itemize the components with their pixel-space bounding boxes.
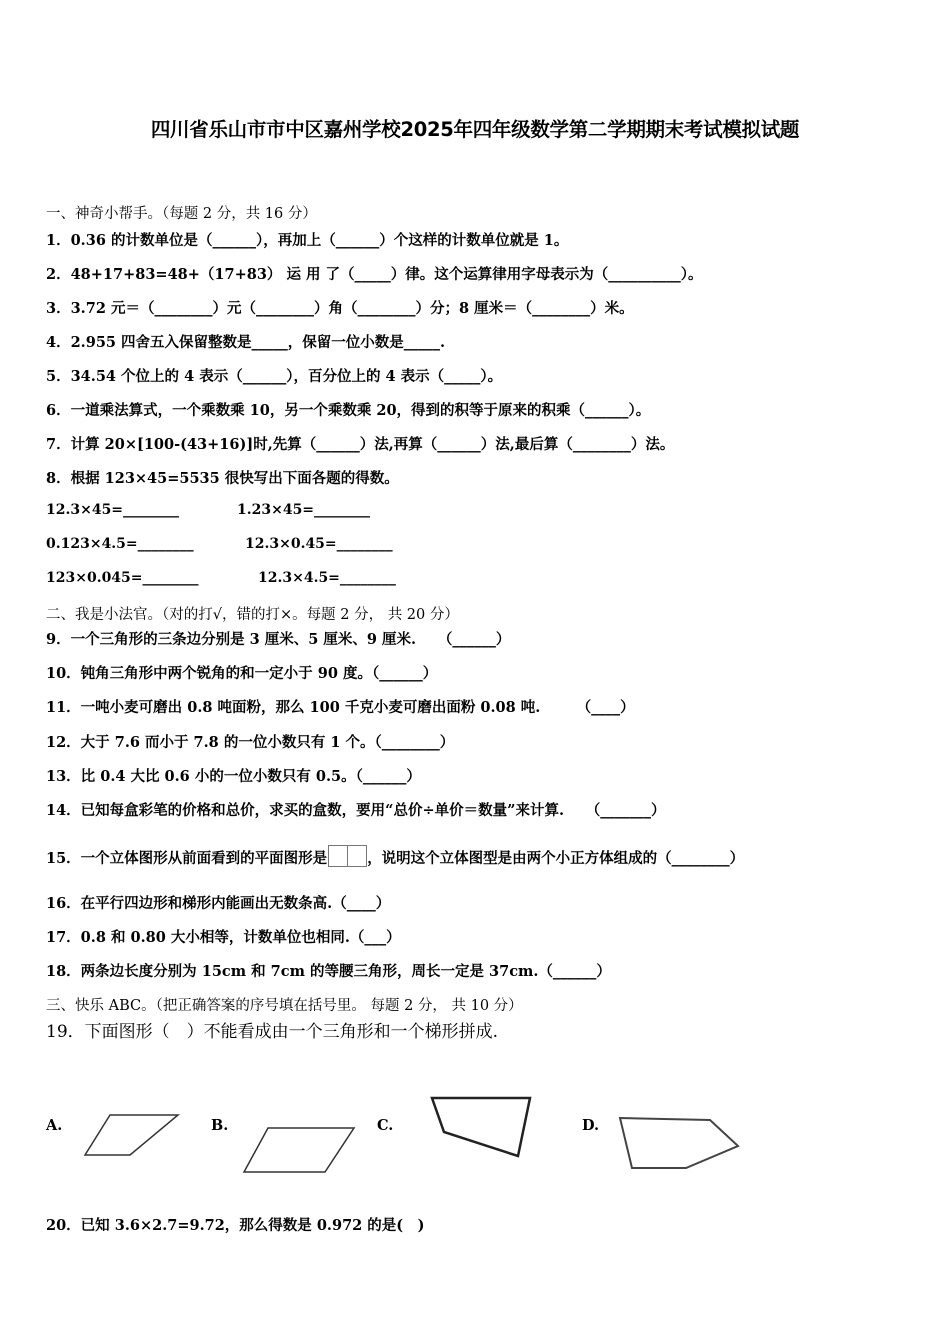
option-a-parallelogram xyxy=(80,1110,182,1160)
question-15 xyxy=(46,845,744,868)
option-c-quadrilateral xyxy=(426,1094,536,1162)
calc-item: 12.3×45=________ xyxy=(46,502,180,518)
option-a-label: A. xyxy=(46,1117,63,1134)
option-d-label: D. xyxy=(582,1117,600,1134)
question-12: 12．大于 7.6 而小于 7.8 的一位小数只有 1 个。（________） xyxy=(46,734,455,751)
question-16: 16．在平行四边形和梯形内能画出无数条高.（____） xyxy=(46,895,391,912)
question-9: 9．一个三角形的三条边分别是 3 厘米、5 厘米、9 厘米. （______） xyxy=(46,631,511,648)
question-14: 14．已知每盒彩笔的价格和总价，求买的盒数，要用“总价÷单价＝数量”来计算. （_______） xyxy=(46,802,666,819)
question-10: 10．钝角三角形中两个锐角的和一定小于 90 度。（______） xyxy=(46,665,438,682)
page-title: 四川省乐山市市中区嘉州学校2025年四年级数学第二学期期末考试模拟试题 xyxy=(150,118,800,141)
question-17: 17．0.8 和 0.80 大小相等，计数单位也相同.（___） xyxy=(46,929,401,946)
question-18: 18．两条边长度分别为 15cm 和 7cm 的等腰三角形，周长一定是 37cm.（______） xyxy=(46,963,611,980)
section-3-heading: 三、快乐 ABC。（把正确答案的序号填在括号里。 每题 2 分， 共 10 分） xyxy=(46,998,523,1014)
calc-item: 1.23×45=________ xyxy=(237,502,371,518)
question-4: 4．2.955 四舍五入保留整数是_____，保留一位小数是_____. xyxy=(46,334,446,351)
question-2: 2．48+17+83=48+（17+83） 运 用 了（_____）律。这个运算律用字母表示为（__________）。 xyxy=(46,266,703,283)
option-b-parallelogram xyxy=(240,1124,360,1176)
question-15-text-before: 15．一个立体图形从前面看到的平面图形是 xyxy=(46,850,328,867)
calc-item: 123×0.045=________ xyxy=(46,570,199,586)
calc-item: 0.123×4.5=________ xyxy=(46,536,194,552)
question-11: 11．一吨小麦可磨出 0.8 吨面粉，那么 100 千克小麦可磨出面粉 0.08 吨. （____） xyxy=(46,699,635,716)
question-19: 19．下面图形（ ）不能看成由一个三角形和一个梯形拼成. xyxy=(46,1022,499,1042)
question-1: 1．0.36 的计数单位是（______），再加上（______）个这样的计数单位就是 1。 xyxy=(46,232,569,249)
calc-item: 12.3×4.5=________ xyxy=(258,570,396,586)
question-15-text-after: ，说明这个立体图型是由两个小正方体组成的（________） xyxy=(367,850,745,867)
section-1-heading: 一、神奇小帮手。（每题 2 分，共 16 分） xyxy=(46,206,317,222)
two-squares-figure xyxy=(328,845,366,867)
question-5: 5．34.54 个位上的 4 表示（______），百分位上的 4 表示（_____）。 xyxy=(46,368,503,385)
question-13: 13．比 0.4 大比 0.6 小的一位小数只有 0.5。（______） xyxy=(46,768,421,785)
question-7: 7．计算 20×[100-(43+16)]时,先算（______）法,再算（______）法,最后算（________）法。 xyxy=(46,436,675,453)
option-d-pentagon xyxy=(614,1114,744,1174)
section-2-heading: 二、我是小法官。（对的打√，错的打×。每题 2 分， 共 20 分） xyxy=(46,607,459,623)
question-3: 3．3.72 元＝（________）元（________）角（________）分；8 厘米＝（________）米。 xyxy=(46,300,634,317)
question-20: 20．已知 3.6×2.7=9.72，那么得数是 0.972 的是( ) xyxy=(46,1217,425,1234)
question-8: 8．根据 123×45=5535 很快写出下面各题的得数。 xyxy=(46,470,399,487)
question-6: 6．一道乘法算式，一个乘数乘 10，另一个乘数乘 20，得到的积等于原来的积乘（______）。 xyxy=(46,402,651,419)
option-c-label: C. xyxy=(377,1117,394,1134)
option-b-label: B. xyxy=(211,1117,229,1134)
calc-item: 12.3×0.45=________ xyxy=(245,536,393,552)
